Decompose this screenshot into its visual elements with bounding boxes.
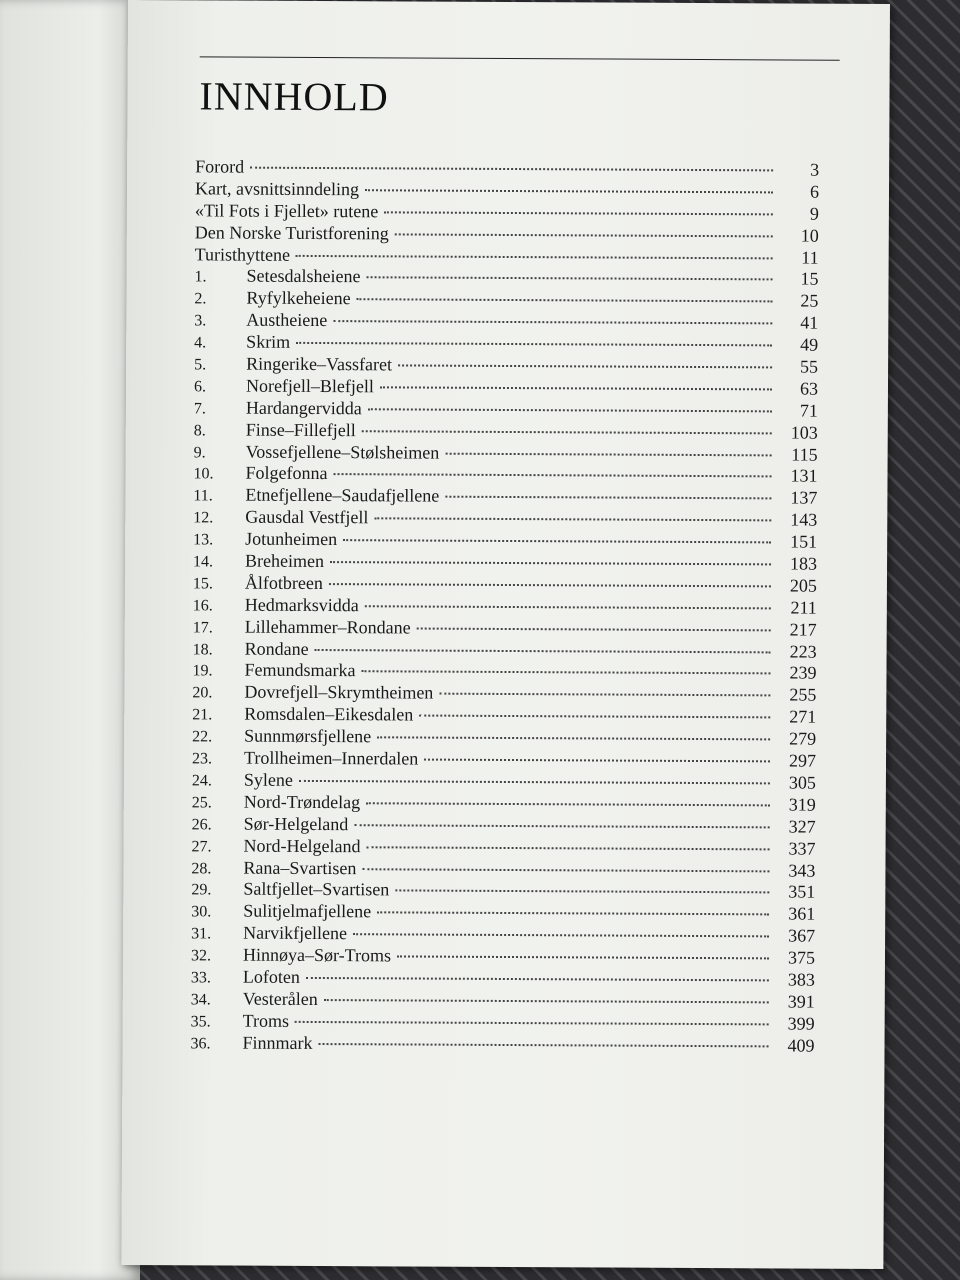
entry-label: Sulitjelmafjellene [243,900,372,922]
page-number: 211 [790,597,817,618]
page-number: 279 [789,728,817,749]
dot-leader [357,299,773,303]
entry-label: Finnmark [242,1032,313,1053]
chapter-number: 17. [192,619,213,637]
page-number: 351 [788,881,816,903]
chapter-entry [193,528,817,553]
dot-leader [398,364,772,368]
chapter-number: 12. [193,509,214,527]
entry-label: Ryfylkeheiene [246,287,351,309]
chapter-number: 21. [192,706,213,724]
page-number: 383 [787,969,815,990]
dot-leader [365,605,771,609]
dot-leader [354,824,769,828]
entry-label: Sylene [243,769,293,790]
page-number: 343 [788,859,816,881]
dot-leader [365,189,773,193]
entry-label: Trollheimen–Innerdalen [243,747,419,769]
entry-label: Folgefonna [245,463,328,484]
chapter-entry [192,835,816,860]
chapter-number: 8. [193,422,206,440]
chapter-number: 9. [193,443,206,461]
dot-leader [384,211,773,215]
chapter-number: 27. [191,837,212,856]
chapter-entry [191,879,815,904]
dot-leader [397,955,769,959]
chapter-number: 6. [193,378,207,396]
dot-leader [306,977,769,981]
page-number: 131 [790,465,818,487]
entry-label: Sør-Helgeland [243,813,349,834]
entry-label: Finse–Fillefjell [245,419,356,440]
front-matter-list [195,156,820,269]
dot-leader [362,868,769,872]
chapter-number: 14. [193,553,214,571]
chapter-number: 24. [191,772,212,790]
chapter-entry [192,747,816,772]
page-number: 10 [800,225,819,246]
entry-label: Jotunheimen [245,528,338,550]
entry-label: Ålfotbreen [244,572,323,593]
dot-leader [445,452,771,456]
chapter-entry [191,923,815,948]
chapter-number: 31. [191,925,212,943]
page-number: 217 [789,619,817,640]
dot-leader [333,474,771,478]
dot-leader [329,583,771,587]
page-number: 361 [788,903,816,924]
chapter-number: 34. [190,991,211,1009]
page-number: 409 [787,1035,815,1056]
page-number: 239 [789,662,817,684]
chapter-number: 32. [190,947,212,965]
dot-leader [419,715,770,719]
page-number: 319 [788,794,816,815]
chapter-entry [192,813,816,838]
chapter-number: 11. [193,487,213,505]
entry-label: Turisthyttene [194,243,291,265]
dot-leader [368,408,772,412]
page-number: 305 [788,772,816,793]
chapter-entry [192,726,816,751]
chapter-number: 19. [192,662,213,680]
entry-label: Breheimen [245,550,325,572]
chapter-number: 10. [193,465,214,483]
entry-label: Narvikfjellene [243,922,348,944]
page-number: 71 [799,400,818,421]
page-number: 183 [790,553,818,574]
dot-leader [353,933,769,937]
entry-label: Kart, avsnittsinndeling [194,178,360,200]
dot-leader [377,912,769,916]
page-number: 337 [788,838,816,859]
chapter-entry [192,704,816,729]
chapter-number: 29. [191,881,212,899]
page-number: 223 [789,641,817,662]
dot-leader [296,342,772,346]
chapter-number: 30. [191,903,212,921]
dot-leader [439,693,770,697]
dot-leader [299,780,770,784]
entry-label: Rondane [244,638,309,659]
page-number: 55 [800,356,819,377]
entry-label: Vossefjellene–Stølsheimen [245,441,440,463]
entry-label: Saltfjellet–Svartisen [243,879,390,900]
chapter-number: 3. [194,312,207,330]
dot-leader [380,386,772,390]
page-number: 151 [790,531,818,552]
page-number: 15 [800,268,819,290]
page-number: 137 [790,487,818,508]
chapter-number: 20. [192,684,213,702]
chapter-entry [193,507,817,532]
chapter-number: 18. [192,640,213,659]
chapter-entry [193,485,817,510]
dot-leader [367,277,773,281]
dot-leader [319,1043,769,1047]
entry-label: Nord-Trøndelag [243,791,361,813]
entry-label: Nord-Helgeland [243,835,361,856]
chapter-entry [191,901,815,926]
page-number: 6 [809,181,820,202]
chapter-entry [191,966,815,991]
entry-label: Rana–Svartisen [243,857,357,878]
chapter-number: 25. [191,794,212,812]
entry-label: Dovrefjell–Skrymtheimen [244,681,434,703]
entry-label: Sunnmørsfjellene [244,725,372,747]
dot-leader [377,736,770,740]
entry-label: Gausdal Vestfjell [245,506,369,528]
page-number: 399 [787,1013,815,1034]
entry-label: Femundsmarka [244,660,356,681]
entry-label: Lofoten [242,966,300,987]
header-rule [200,56,840,60]
chapter-number: 1. [194,268,207,286]
page-number: 143 [790,509,818,530]
dot-leader [366,802,770,806]
entry-label: Forord [195,156,245,177]
page-number: 255 [789,684,817,705]
chapter-number: 7. [193,400,206,418]
chapter-number: 16. [192,597,213,615]
chapter-entry [191,1010,815,1035]
entry-label: Romsdalen–Eikesdalen [244,703,414,725]
entry-label: Setesdalsheiene [246,266,361,287]
page-number: 297 [788,750,817,771]
chapter-number: 5. [194,356,207,374]
page-number: 3 [810,159,820,180]
book-page [121,0,890,1269]
chapter-entry [193,572,817,597]
dot-leader [367,846,770,850]
entry-label: Lillehammer–Rondane [244,616,411,638]
chapter-entry [191,857,815,882]
page-title: INNHOLD [199,73,389,120]
page-number: 63 [799,378,819,399]
entry-label: Etnefjellene–Saudafjellene [245,484,440,506]
entry-label: Troms [242,1010,290,1031]
chapter-number: 13. [193,531,214,549]
page-number: 391 [787,991,815,1012]
page-number: 327 [788,816,816,837]
chapter-entry [190,1032,814,1057]
chapter-entry [191,988,815,1013]
page-number: 367 [788,925,816,946]
dot-leader [362,430,772,434]
chapter-number: 22. [192,728,213,746]
chapter-number: 2. [194,290,207,308]
dot-leader [295,1021,769,1025]
page-number: 103 [790,422,818,443]
chapter-entry [193,594,817,619]
entry-label: Hedmarksvidda [244,594,359,616]
left-page-edge [0,0,140,1280]
chapter-entry [194,419,818,444]
chapter-number: 36. [190,1034,211,1053]
page-number: 375 [787,947,816,968]
entry-label: Hardangervidda [245,397,362,419]
entry-label: Austheiene [246,309,328,331]
dot-leader [395,233,773,237]
entry-label: Den Norske Turistforening [194,222,389,244]
entry-label: Ringerike–Vassfaret [246,353,393,375]
dot-leader [445,496,771,500]
chapter-entry [193,638,817,663]
page-number: 49 [800,334,819,355]
entry-label: Hinnøya–Sør-Troms [242,944,392,966]
chapter-entry [192,682,816,707]
dot-leader [374,518,771,522]
page-number: 9 [809,203,819,224]
page-number: 271 [789,706,817,727]
chapter-number: 15. [192,575,213,593]
chapter-entry [193,616,817,641]
page-number: 205 [789,575,817,596]
chapter-number: 28. [191,859,212,877]
entry-label: Skrim [246,331,291,352]
chapter-entry [193,463,817,488]
dot-leader [343,539,771,543]
dot-leader [330,561,771,565]
page-number: 25 [800,290,819,311]
page-number: 41 [800,312,819,333]
chapter-number: 33. [190,969,211,987]
chapter-entry [192,769,816,794]
dot-leader [395,890,769,894]
dot-leader [361,671,770,675]
page-number: 11 [801,247,819,268]
dot-leader [250,167,773,172]
entry-label: Vesterålen [242,988,318,1009]
chapter-number: 26. [191,816,212,834]
dot-leader [296,254,773,258]
dot-leader [315,649,771,653]
chapter-entry [191,944,815,969]
chapter-entry [193,550,817,575]
chapter-entry [192,660,816,685]
dot-leader [324,999,769,1003]
chapter-number: 35. [190,1013,211,1031]
entry-label: «Til Fots i Fjellet» rutene [194,200,379,222]
chapter-number: 23. [191,750,213,768]
chapter-entry [194,441,818,466]
chapter-number: 4. [194,334,207,352]
page-number: 115 [791,444,818,465]
table-of-contents [190,156,819,1057]
dot-leader [333,320,772,324]
entry-label: Norefjell–Blefjell [245,375,374,397]
chapter-list [190,266,818,1057]
chapter-entry [192,791,816,816]
dot-leader [417,627,771,631]
dot-leader [424,759,770,763]
